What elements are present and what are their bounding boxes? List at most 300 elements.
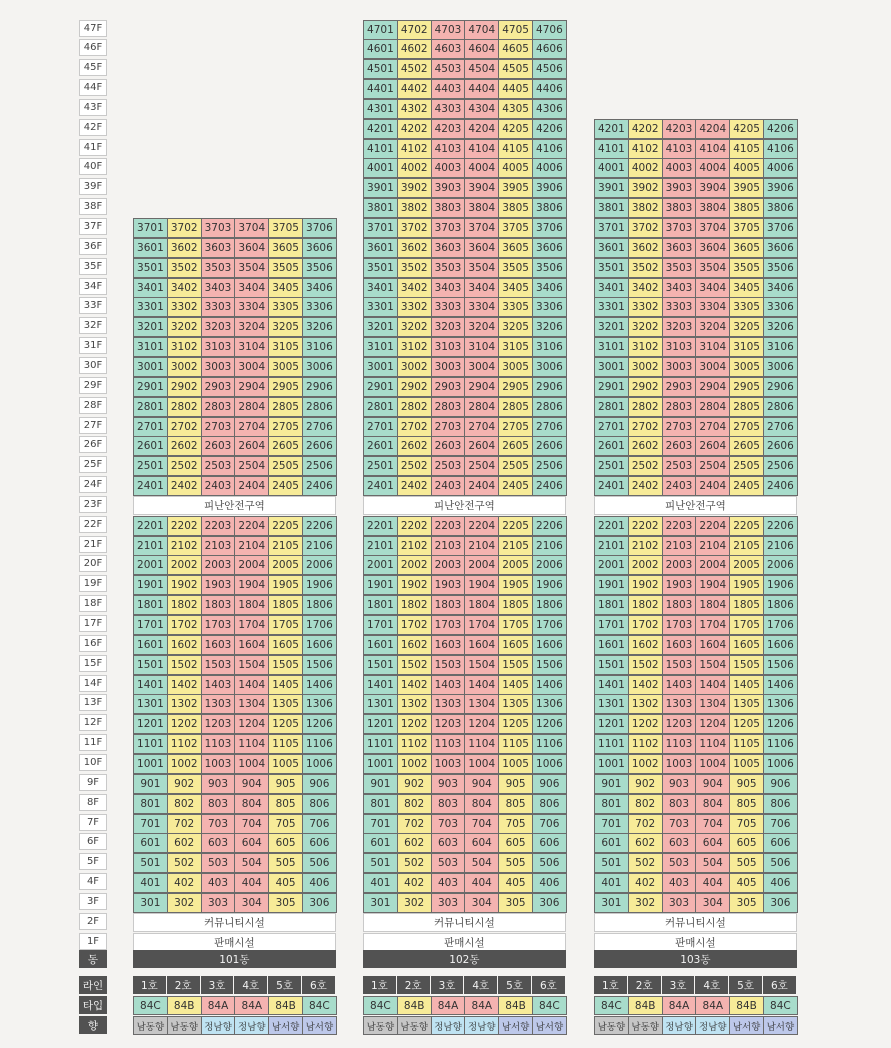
unit-cell: 3102 xyxy=(167,337,202,357)
unit-cell: 702 xyxy=(628,814,663,834)
floor-label: 34F xyxy=(79,278,107,295)
unit-cell: 3602 xyxy=(397,238,432,258)
unit-cell: 1602 xyxy=(167,635,202,655)
unit-cell: 3102 xyxy=(397,337,432,357)
unit-cell: 2402 xyxy=(167,476,202,496)
unit-cell: 3601 xyxy=(133,238,168,258)
unit-cell: 1305 xyxy=(498,694,533,714)
unit-cell: 3601 xyxy=(594,238,629,258)
direction-cell: 정남향 xyxy=(662,1016,697,1035)
unit-cell: 4204 xyxy=(464,119,499,139)
unit-cell: 3802 xyxy=(397,198,432,218)
unit-cell: 901 xyxy=(133,774,168,794)
unit-cell: 2806 xyxy=(532,397,567,417)
unit-cell: 2502 xyxy=(628,456,663,476)
unit-cell: 3704 xyxy=(464,218,499,238)
unit-cell: 3702 xyxy=(397,218,432,238)
unit-cell: 2601 xyxy=(133,436,168,456)
unit-cell: 2504 xyxy=(695,456,730,476)
unit-cell: 402 xyxy=(397,873,432,893)
unit-cell: 1306 xyxy=(302,694,337,714)
unit-cell: 3205 xyxy=(498,317,533,337)
unit-cell: 3005 xyxy=(729,357,764,377)
unit-cell: 3302 xyxy=(628,297,663,317)
unit-cell: 1705 xyxy=(498,615,533,635)
unit-cell: 3503 xyxy=(431,258,466,278)
unit-cell: 3003 xyxy=(431,357,466,377)
unit-cell: 1805 xyxy=(729,595,764,615)
unit-cell: 2205 xyxy=(729,516,764,536)
unit-cell: 1104 xyxy=(464,734,499,754)
unit-cell: 502 xyxy=(167,853,202,873)
unit-cell: 1206 xyxy=(302,714,337,734)
unit-cell: 2706 xyxy=(763,417,798,437)
unit-cell: 3503 xyxy=(201,258,236,278)
unit-cell: 1105 xyxy=(729,734,764,754)
unit-cell: 2403 xyxy=(431,476,466,496)
unit-cell: 901 xyxy=(594,774,629,794)
unit-cell: 2701 xyxy=(133,417,168,437)
unit-cell: 1102 xyxy=(167,734,202,754)
unit-cell: 2501 xyxy=(594,456,629,476)
unit-cell: 404 xyxy=(695,873,730,893)
floor-label: 36F xyxy=(79,238,107,255)
unit-cell: 4704 xyxy=(464,20,499,40)
unit-cell: 1003 xyxy=(201,754,236,774)
unit-cell: 1705 xyxy=(268,615,303,635)
community-floor-bar: 커뮤니티시설 xyxy=(594,913,797,932)
unit-cell: 1802 xyxy=(397,595,432,615)
unit-cell: 2806 xyxy=(763,397,798,417)
unit-cell: 304 xyxy=(464,893,499,913)
unit-cell: 1101 xyxy=(363,734,398,754)
unit-cell: 905 xyxy=(498,774,533,794)
unit-cell: 2603 xyxy=(662,436,697,456)
unit-cell: 3306 xyxy=(532,297,567,317)
unit-cell: 3205 xyxy=(268,317,303,337)
unit-cell: 301 xyxy=(133,893,168,913)
unit-cell: 3905 xyxy=(498,178,533,198)
unit-cell: 1303 xyxy=(662,694,697,714)
unit-cell: 1706 xyxy=(302,615,337,635)
unit-cell: 1704 xyxy=(695,615,730,635)
unit-cell: 4006 xyxy=(532,158,567,178)
unit-cell: 1002 xyxy=(628,754,663,774)
unit-cell: 2706 xyxy=(302,417,337,437)
unit-cell: 601 xyxy=(363,833,398,853)
unit-cell: 3001 xyxy=(363,357,398,377)
unit-cell: 1902 xyxy=(167,575,202,595)
unit-cell: 2603 xyxy=(431,436,466,456)
floor-label: 16F xyxy=(79,635,107,652)
unit-cell: 3101 xyxy=(363,337,398,357)
direction-cell: 남동향 xyxy=(133,1016,168,1035)
unit-cell: 904 xyxy=(464,774,499,794)
unit-cell: 3301 xyxy=(133,297,168,317)
unit-cell: 1801 xyxy=(133,595,168,615)
unit-cell: 3303 xyxy=(431,297,466,317)
unit-cell: 3902 xyxy=(628,178,663,198)
unit-cell: 3404 xyxy=(234,278,269,298)
dong-label: 동 xyxy=(79,950,107,968)
unit-cell: 2503 xyxy=(431,456,466,476)
unit-cell: 3904 xyxy=(464,178,499,198)
unit-cell: 1303 xyxy=(201,694,236,714)
unit-cell: 3203 xyxy=(662,317,697,337)
unit-cell: 1201 xyxy=(363,714,398,734)
unit-cell: 2601 xyxy=(363,436,398,456)
unit-cell: 4003 xyxy=(431,158,466,178)
unit-cell: 4005 xyxy=(498,158,533,178)
unit-cell: 2801 xyxy=(594,397,629,417)
unit-cell: 306 xyxy=(763,893,798,913)
unit-cell: 3505 xyxy=(498,258,533,278)
unit-cell: 1001 xyxy=(133,754,168,774)
unit-cell: 3405 xyxy=(268,278,303,298)
unit-cell: 601 xyxy=(594,833,629,853)
unit-cell: 1006 xyxy=(763,754,798,774)
unit-cell: 1803 xyxy=(662,595,697,615)
unit-cell: 2101 xyxy=(133,536,168,556)
unit-cell: 2501 xyxy=(363,456,398,476)
unit-cell: 1702 xyxy=(628,615,663,635)
unit-cell: 3703 xyxy=(431,218,466,238)
unit-cell: 1405 xyxy=(498,675,533,695)
unit-cell: 3304 xyxy=(695,297,730,317)
unit-cell: 3604 xyxy=(695,238,730,258)
unit-cell: 1605 xyxy=(498,635,533,655)
floor-label: 6F xyxy=(79,833,107,850)
unit-cell: 2103 xyxy=(201,536,236,556)
unit-cell: 4306 xyxy=(532,99,567,119)
unit-cell: 3305 xyxy=(729,297,764,317)
unit-cell: 1306 xyxy=(532,694,567,714)
floor-label: 10F xyxy=(79,754,107,771)
unit-cell: 2201 xyxy=(363,516,398,536)
type-cell: 84C xyxy=(594,996,629,1015)
unit-cell: 1006 xyxy=(302,754,337,774)
floor-label: 5F xyxy=(79,853,107,870)
unit-cell: 2803 xyxy=(201,397,236,417)
unit-cell: 3202 xyxy=(628,317,663,337)
unit-cell: 4602 xyxy=(397,39,432,59)
unit-cell: 2405 xyxy=(268,476,303,496)
unit-cell: 3606 xyxy=(302,238,337,258)
unit-cell: 1104 xyxy=(234,734,269,754)
unit-cell: 4101 xyxy=(363,139,398,159)
unit-cell: 2202 xyxy=(397,516,432,536)
unit-cell: 1302 xyxy=(628,694,663,714)
type-cell: 84A xyxy=(431,996,466,1015)
unit-cell: 2506 xyxy=(532,456,567,476)
unit-cell: 1601 xyxy=(363,635,398,655)
unit-cell: 2705 xyxy=(268,417,303,437)
unit-cell: 2401 xyxy=(594,476,629,496)
unit-cell: 604 xyxy=(234,833,269,853)
type-cell: 84B xyxy=(167,996,202,1015)
unit-cell: 1104 xyxy=(695,734,730,754)
unit-cell: 4304 xyxy=(464,99,499,119)
unit-cell: 4202 xyxy=(628,119,663,139)
unit-cell: 1106 xyxy=(763,734,798,754)
unit-cell: 2205 xyxy=(268,516,303,536)
unit-cell: 3202 xyxy=(167,317,202,337)
community-floor-bar: 커뮤니티시설 xyxy=(363,913,566,932)
unit-cell: 3705 xyxy=(268,218,303,238)
floor-label: 27F xyxy=(79,417,107,434)
unit-cell: 2801 xyxy=(133,397,168,417)
unit-cell: 401 xyxy=(594,873,629,893)
unit-cell: 4106 xyxy=(763,139,798,159)
floor-label: 30F xyxy=(79,357,107,374)
unit-cell: 3005 xyxy=(268,357,303,377)
unit-cell: 3206 xyxy=(532,317,567,337)
unit-cell: 3602 xyxy=(167,238,202,258)
unit-cell: 1202 xyxy=(167,714,202,734)
unit-cell: 4701 xyxy=(363,20,398,40)
floor-label: 45F xyxy=(79,59,107,76)
unit-cell: 3806 xyxy=(532,198,567,218)
unit-cell: 2102 xyxy=(397,536,432,556)
unit-cell: 3804 xyxy=(464,198,499,218)
unit-cell: 3104 xyxy=(464,337,499,357)
unit-cell: 3206 xyxy=(302,317,337,337)
unit-cell: 2104 xyxy=(234,536,269,556)
retail-floor-bar: 판매시설 xyxy=(133,933,336,952)
unit-cell: 2003 xyxy=(662,555,697,575)
unit-cell: 2804 xyxy=(695,397,730,417)
unit-cell: 602 xyxy=(628,833,663,853)
unit-cell: 2405 xyxy=(729,476,764,496)
unit-cell: 2001 xyxy=(594,555,629,575)
unit-cell: 1101 xyxy=(594,734,629,754)
floor-label: 11F xyxy=(79,734,107,751)
unit-cell: 1503 xyxy=(662,655,697,675)
unit-cell: 2901 xyxy=(363,377,398,397)
unit-cell: 2104 xyxy=(695,536,730,556)
unit-cell: 1804 xyxy=(695,595,730,615)
unit-cell: 405 xyxy=(268,873,303,893)
unit-cell: 403 xyxy=(431,873,466,893)
unit-cell: 2506 xyxy=(302,456,337,476)
unit-cell: 2406 xyxy=(302,476,337,496)
unit-cell: 1305 xyxy=(729,694,764,714)
unit-cell: 406 xyxy=(763,873,798,893)
unit-cell: 1905 xyxy=(498,575,533,595)
unit-cell: 1706 xyxy=(763,615,798,635)
unit-cell: 4001 xyxy=(363,158,398,178)
floor-label: 9F xyxy=(79,774,107,791)
unit-cell: 3403 xyxy=(662,278,697,298)
unit-cell: 4006 xyxy=(763,158,798,178)
unit-cell: 3406 xyxy=(763,278,798,298)
unit-cell: 3403 xyxy=(431,278,466,298)
unit-cell: 604 xyxy=(695,833,730,853)
unit-cell: 2905 xyxy=(498,377,533,397)
unit-cell: 3201 xyxy=(133,317,168,337)
unit-cell: 2802 xyxy=(397,397,432,417)
unit-cell: 1805 xyxy=(498,595,533,615)
unit-cell: 4004 xyxy=(464,158,499,178)
unit-cell: 3103 xyxy=(662,337,697,357)
unit-cell: 2904 xyxy=(695,377,730,397)
unit-cell: 1205 xyxy=(268,714,303,734)
unit-cell: 2402 xyxy=(397,476,432,496)
unit-cell: 1504 xyxy=(234,655,269,675)
unit-cell: 1102 xyxy=(628,734,663,754)
unit-cell: 3101 xyxy=(594,337,629,357)
unit-cell: 3206 xyxy=(763,317,798,337)
unit-cell: 1602 xyxy=(397,635,432,655)
unit-cell: 3003 xyxy=(662,357,697,377)
unit-cell: 2006 xyxy=(532,555,567,575)
unit-cell: 4201 xyxy=(363,119,398,139)
unit-cell: 1906 xyxy=(532,575,567,595)
unit-cell: 4003 xyxy=(662,158,697,178)
unit-cell: 606 xyxy=(763,833,798,853)
unit-cell: 3401 xyxy=(133,278,168,298)
floor-label: 25F xyxy=(79,456,107,473)
unit-cell: 806 xyxy=(532,794,567,814)
unit-cell: 2001 xyxy=(133,555,168,575)
unit-cell: 2504 xyxy=(234,456,269,476)
unit-cell: 1004 xyxy=(695,754,730,774)
unit-cell: 805 xyxy=(498,794,533,814)
unit-cell: 703 xyxy=(662,814,697,834)
unit-cell: 605 xyxy=(268,833,303,853)
unit-cell: 3302 xyxy=(167,297,202,317)
unit-cell: 3501 xyxy=(363,258,398,278)
floor-label: 14F xyxy=(79,675,107,692)
floor-label: 19F xyxy=(79,575,107,592)
unit-cell: 2505 xyxy=(498,456,533,476)
line-cell: 3호 xyxy=(431,976,464,994)
unit-cell: 801 xyxy=(594,794,629,814)
unit-cell: 406 xyxy=(532,873,567,893)
unit-cell: 1503 xyxy=(201,655,236,675)
floor-label: 29F xyxy=(79,377,107,394)
unit-cell: 2801 xyxy=(363,397,398,417)
unit-cell: 3801 xyxy=(594,198,629,218)
unit-cell: 3802 xyxy=(628,198,663,218)
unit-cell: 3201 xyxy=(363,317,398,337)
unit-cell: 1005 xyxy=(729,754,764,774)
unit-cell: 3505 xyxy=(268,258,303,278)
unit-cell: 3603 xyxy=(201,238,236,258)
unit-cell: 1901 xyxy=(594,575,629,595)
unit-cell: 804 xyxy=(695,794,730,814)
unit-cell: 2201 xyxy=(133,516,168,536)
unit-cell: 2604 xyxy=(695,436,730,456)
unit-cell: 2103 xyxy=(431,536,466,556)
direction-cell: 정남향 xyxy=(464,1016,499,1035)
unit-cell: 2403 xyxy=(201,476,236,496)
unit-cell: 1706 xyxy=(532,615,567,635)
unit-cell: 2905 xyxy=(268,377,303,397)
unit-cell: 3806 xyxy=(763,198,798,218)
unit-cell: 903 xyxy=(201,774,236,794)
unit-cell: 4403 xyxy=(431,79,466,99)
unit-cell: 4101 xyxy=(594,139,629,159)
type-cell: 84C xyxy=(133,996,168,1015)
unit-cell: 1103 xyxy=(662,734,697,754)
unit-cell: 803 xyxy=(431,794,466,814)
building-name-bar: 102동 xyxy=(363,950,566,968)
unit-cell: 306 xyxy=(302,893,337,913)
unit-cell: 3703 xyxy=(662,218,697,238)
unit-cell: 1704 xyxy=(234,615,269,635)
unit-cell: 805 xyxy=(268,794,303,814)
unit-cell: 1506 xyxy=(302,655,337,675)
direction-cell: 정남향 xyxy=(695,1016,730,1035)
unit-cell: 3605 xyxy=(729,238,764,258)
line-cell: 5호 xyxy=(729,976,762,994)
unit-cell: 1704 xyxy=(464,615,499,635)
unit-cell: 2002 xyxy=(167,555,202,575)
unit-cell: 3903 xyxy=(662,178,697,198)
line-cell: 1호 xyxy=(133,976,166,994)
unit-cell: 4103 xyxy=(662,139,697,159)
floor-label: 28F xyxy=(79,397,107,414)
unit-cell: 706 xyxy=(532,814,567,834)
unit-cell: 2606 xyxy=(763,436,798,456)
unit-cell: 2906 xyxy=(532,377,567,397)
unit-cell: 1505 xyxy=(498,655,533,675)
direction-cell: 남서향 xyxy=(729,1016,764,1035)
unit-cell: 1604 xyxy=(464,635,499,655)
unit-cell: 1202 xyxy=(628,714,663,734)
unit-cell: 3401 xyxy=(594,278,629,298)
unit-cell: 304 xyxy=(234,893,269,913)
unit-cell: 3405 xyxy=(498,278,533,298)
unit-cell: 1702 xyxy=(397,615,432,635)
unit-cell: 501 xyxy=(133,853,168,873)
unit-cell: 3902 xyxy=(397,178,432,198)
unit-cell: 2502 xyxy=(397,456,432,476)
unit-cell: 503 xyxy=(431,853,466,873)
unit-cell: 2702 xyxy=(167,417,202,437)
unit-cell: 1301 xyxy=(133,694,168,714)
unit-cell: 1302 xyxy=(397,694,432,714)
unit-cell: 506 xyxy=(532,853,567,873)
unit-cell: 505 xyxy=(498,853,533,873)
unit-cell: 3303 xyxy=(662,297,697,317)
unit-cell: 3001 xyxy=(594,357,629,377)
unit-cell: 1403 xyxy=(201,675,236,695)
unit-cell: 1603 xyxy=(431,635,466,655)
type-cell: 84A xyxy=(695,996,730,1015)
unit-cell: 2902 xyxy=(628,377,663,397)
unit-cell: 2102 xyxy=(167,536,202,556)
unit-cell: 3603 xyxy=(662,238,697,258)
direction-cell: 정남향 xyxy=(201,1016,236,1035)
line-cell: 4호 xyxy=(234,976,267,994)
unit-cell: 3502 xyxy=(397,258,432,278)
unit-cell: 4002 xyxy=(628,158,663,178)
unit-cell: 1401 xyxy=(133,675,168,695)
unit-cell: 3506 xyxy=(302,258,337,278)
unit-cell: 2805 xyxy=(268,397,303,417)
unit-cell: 3204 xyxy=(695,317,730,337)
unit-cell: 303 xyxy=(431,893,466,913)
floor-label: 40F xyxy=(79,158,107,175)
unit-cell: 2806 xyxy=(302,397,337,417)
unit-cell: 1205 xyxy=(729,714,764,734)
unit-cell: 2505 xyxy=(268,456,303,476)
unit-cell: 4604 xyxy=(464,39,499,59)
unit-cell: 304 xyxy=(695,893,730,913)
floor-label: 12F xyxy=(79,714,107,731)
